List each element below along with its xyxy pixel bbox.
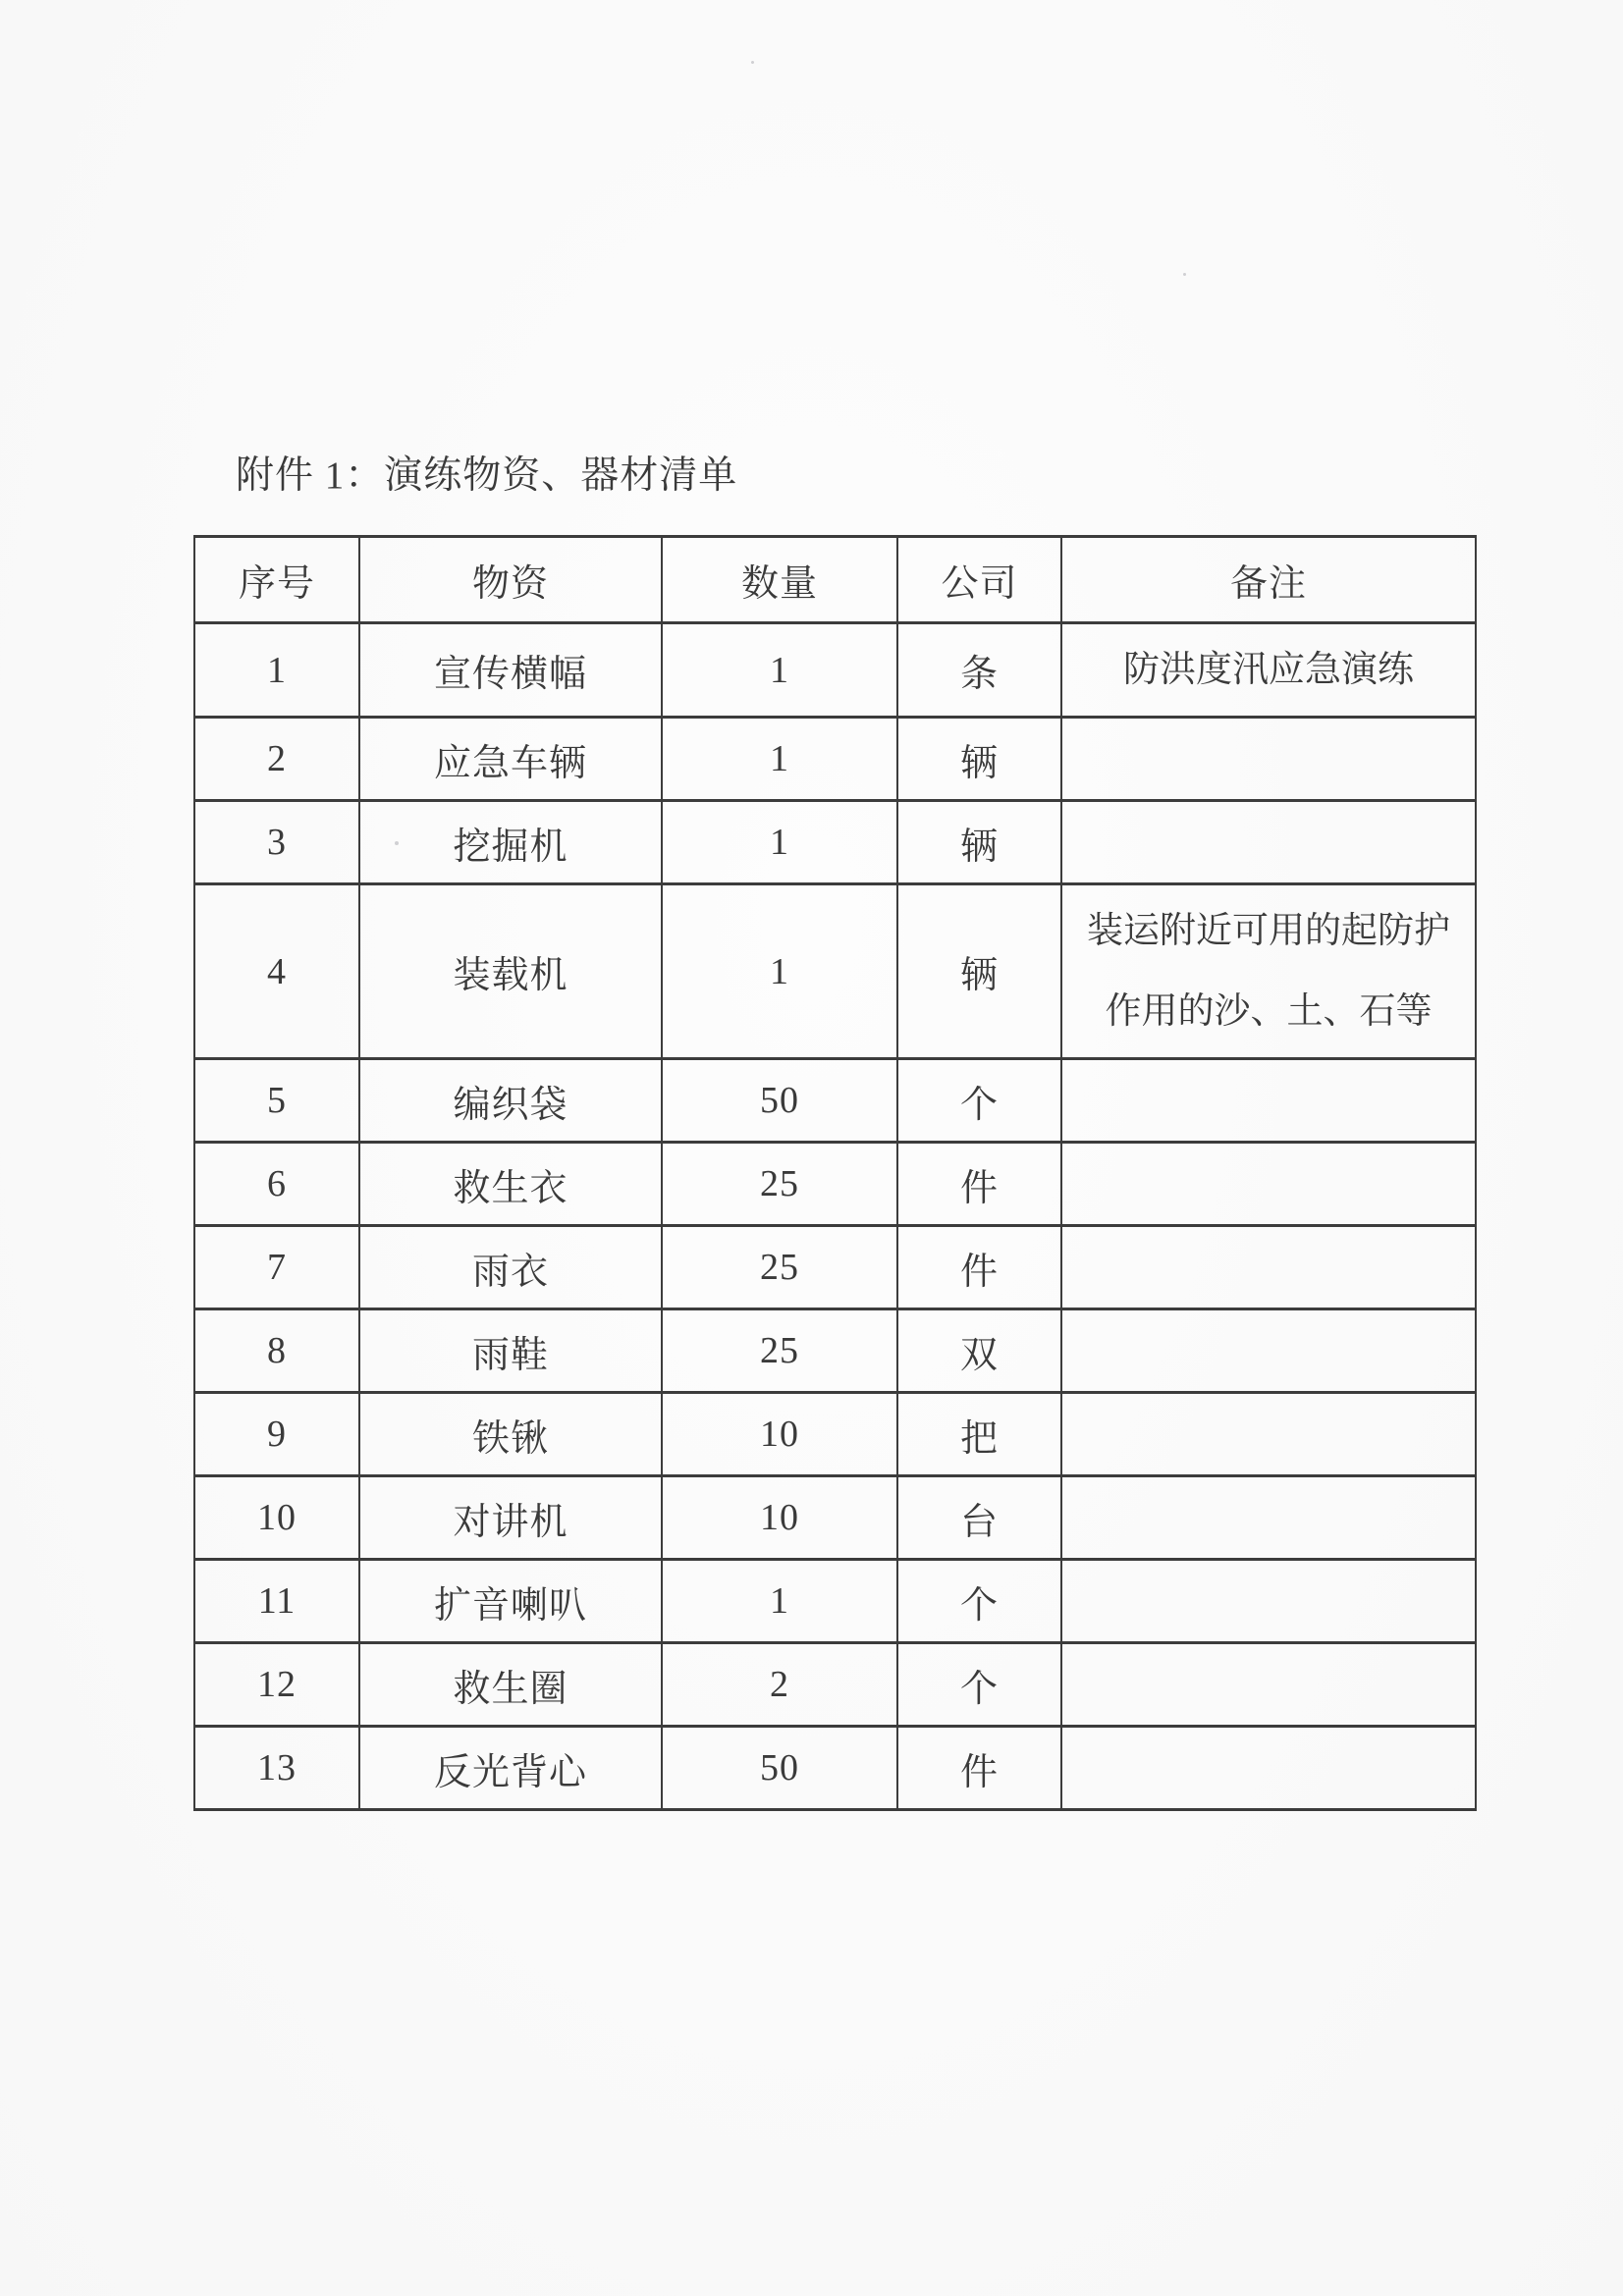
row-number-cell: 8: [194, 1309, 359, 1393]
row-number-cell: 7: [194, 1226, 359, 1309]
quantity-cell: 1: [662, 1560, 897, 1643]
row-number-cell: 11: [194, 1560, 359, 1643]
scan-speck: [1183, 273, 1186, 276]
unit-cell: 把: [897, 1393, 1061, 1476]
table-row: [194, 623, 1476, 718]
row-number-cell: 5: [194, 1059, 359, 1143]
table-row: [194, 1226, 1476, 1309]
unit-cell: 台: [897, 1476, 1061, 1560]
note-cell: [1061, 1560, 1476, 1643]
quantity-cell: 25: [662, 1143, 897, 1226]
table-row: [194, 1393, 1476, 1476]
unit-cell: 个: [897, 1059, 1061, 1143]
table-row: [194, 718, 1476, 801]
table-row: [194, 1059, 1476, 1143]
item-name-cell: 宣传横幅: [359, 623, 662, 718]
unit-cell: 件: [897, 1226, 1061, 1309]
attachment-title: 附件 1：演练物资、器材清单: [236, 454, 738, 497]
quantity-cell: 25: [662, 1226, 897, 1309]
note-cell: [1061, 1309, 1476, 1393]
note-cell: [1061, 801, 1476, 884]
row-number-cell: 12: [194, 1643, 359, 1727]
unit-cell: 件: [897, 1143, 1061, 1226]
quantity-cell: 1: [662, 718, 897, 801]
table-row: [194, 1727, 1476, 1810]
note-cell: [1061, 1143, 1476, 1226]
header-cell-item: 物资: [359, 537, 662, 623]
note-cell: [1061, 1226, 1476, 1309]
quantity-cell: 1: [662, 623, 897, 718]
note-cell: 装运附近可用的起防护作用的沙、土、石等: [1061, 884, 1476, 1059]
item-name-cell: 铁锹: [359, 1393, 662, 1476]
quantity-cell: 50: [662, 1059, 897, 1143]
unit-cell: 辆: [897, 801, 1061, 884]
table-row: [194, 801, 1476, 884]
note-cell: [1061, 718, 1476, 801]
quantity-cell: 10: [662, 1393, 897, 1476]
unit-cell: 双: [897, 1309, 1061, 1393]
item-name-cell: 应急车辆: [359, 718, 662, 801]
row-number-cell: 4: [194, 884, 359, 1059]
note-cell: [1061, 1393, 1476, 1476]
item-name-cell: 救生衣: [359, 1143, 662, 1226]
scan-speck: [751, 61, 754, 64]
row-number-cell: 13: [194, 1727, 359, 1810]
unit-cell: 个: [897, 1643, 1061, 1727]
unit-cell: 件: [897, 1727, 1061, 1810]
item-name-cell: 雨衣: [359, 1226, 662, 1309]
unit-cell: 辆: [897, 884, 1061, 1059]
quantity-cell: 1: [662, 801, 897, 884]
note-cell: [1061, 1059, 1476, 1143]
item-name-cell: 挖掘机: [359, 801, 662, 884]
row-number-cell: 6: [194, 1143, 359, 1226]
table-row: [194, 1309, 1476, 1393]
row-number-cell: 3: [194, 801, 359, 884]
note-cell: [1061, 1727, 1476, 1810]
table-row: [194, 1476, 1476, 1560]
header-cell-quantity: 数量: [662, 537, 897, 623]
item-name-cell: 扩音喇叭: [359, 1560, 662, 1643]
unit-cell: 条: [897, 623, 1061, 718]
scan-speck: [395, 841, 399, 845]
item-name-cell: 雨鞋: [359, 1309, 662, 1393]
header-cell-number: 序号: [194, 537, 359, 623]
item-name-cell: 装载机: [359, 884, 662, 1059]
table-row: [194, 1143, 1476, 1226]
quantity-cell: 1: [662, 884, 897, 1059]
table-row: [194, 1643, 1476, 1727]
note-cell: [1061, 1476, 1476, 1560]
row-number-cell: 2: [194, 718, 359, 801]
item-name-cell: 编织袋: [359, 1059, 662, 1143]
quantity-cell: 10: [662, 1476, 897, 1560]
unit-cell: 辆: [897, 718, 1061, 801]
item-name-cell: 反光背心: [359, 1727, 662, 1810]
quantity-cell: 25: [662, 1309, 897, 1393]
table-row: [194, 884, 1476, 1059]
quantity-cell: 2: [662, 1643, 897, 1727]
quantity-cell: 50: [662, 1727, 897, 1810]
row-number-cell: 9: [194, 1393, 359, 1476]
row-number-cell: 10: [194, 1476, 359, 1560]
header-cell-remarks: 备注: [1061, 537, 1476, 623]
table-row: [194, 1560, 1476, 1643]
note-cell: [1061, 1643, 1476, 1727]
header-row: [194, 537, 1476, 623]
header-cell-company: 公司: [897, 537, 1061, 623]
unit-cell: 个: [897, 1560, 1061, 1643]
item-name-cell: 对讲机: [359, 1476, 662, 1560]
item-name-cell: 救生圈: [359, 1643, 662, 1727]
supplies-table: [193, 535, 1477, 1811]
supplies-table-body: [194, 623, 1476, 1810]
row-number-cell: 1: [194, 623, 359, 718]
note-cell: 防洪度汛应急演练: [1061, 623, 1476, 718]
table-header: [194, 537, 1476, 623]
